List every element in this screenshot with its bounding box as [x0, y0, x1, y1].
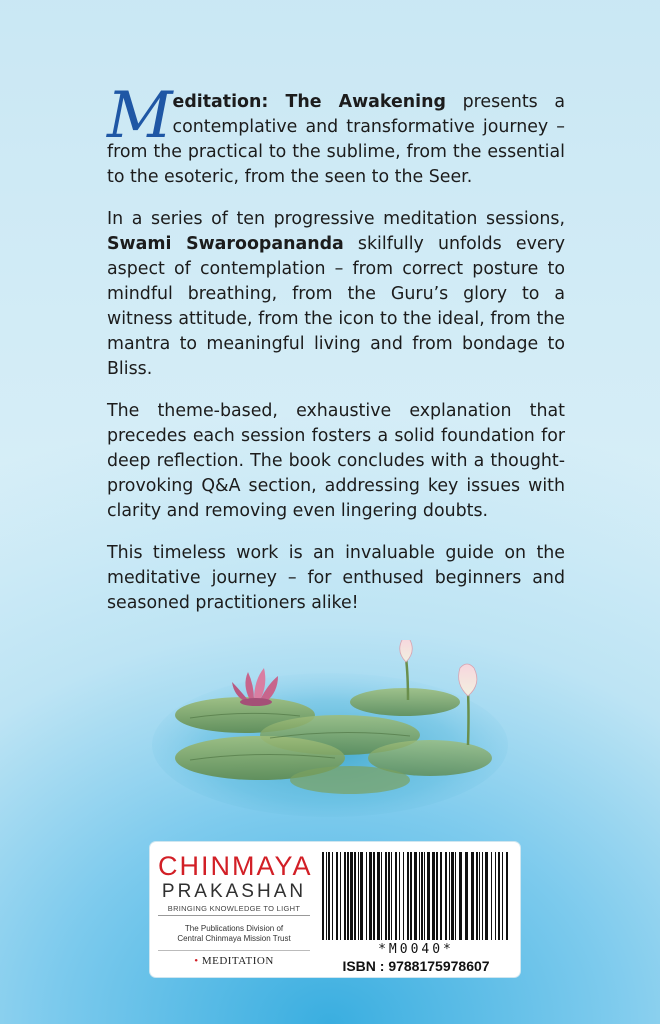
barcode-bar	[436, 852, 438, 940]
barcode-bar	[471, 852, 474, 940]
barcode-bar	[399, 852, 400, 940]
author-name: Swami Swaroopananda	[107, 234, 344, 254]
isbn-number: ISBN : 9788175978607	[342, 958, 490, 974]
division-line1: The Publications Division of	[184, 924, 284, 933]
barcode-bar	[427, 852, 430, 940]
publisher-block	[158, 850, 313, 967]
barcode-bar	[347, 852, 349, 940]
barcode-bar	[459, 852, 462, 940]
p1-rest: presents a contemplative and transformative journey – from the practical to the sublime, from the essential to the esoteric, from the seen to the Seer.	[107, 92, 565, 187]
barcode-bar	[381, 852, 382, 940]
publisher-tagline: BRINGING KNOWLEDGE TO LIGHT	[158, 904, 310, 916]
blurb-paragraph-3: The theme-based, exhaustive explanation that precedes each session fosters a solid foundation for deep reflection. The book concludes with a thought-provoking Q&A section, addressing key issues with clarity and removing even lingering doubts.	[107, 401, 565, 521]
barcode-bar	[445, 852, 447, 940]
barcode-bar	[485, 852, 488, 940]
p2-start: In a series of ten progressive meditation sessions,	[107, 209, 565, 229]
barcode-bar	[391, 852, 392, 940]
barcode-bar	[491, 852, 492, 940]
barcode-bar	[482, 852, 483, 940]
blurb-paragraph-4: This timeless work is an invaluable guide on the meditative journey – for enthused beginners and seasoned practitioners alike!	[107, 543, 565, 613]
barcode-bar	[498, 852, 500, 940]
barcode-image	[320, 850, 512, 942]
barcode-bar	[395, 852, 397, 940]
barcode-bar	[465, 852, 468, 940]
blurb-paragraph-2	[107, 207, 565, 382]
barcode-bar	[332, 852, 333, 940]
lotus-pond-illustration	[150, 640, 510, 820]
barcode-bar	[369, 852, 372, 940]
book-category	[158, 950, 310, 967]
publisher-division	[158, 924, 310, 944]
barcode-bar	[506, 852, 508, 940]
barcode-bar	[322, 852, 324, 940]
blurb-text	[107, 79, 565, 633]
barcode-bar	[328, 852, 330, 940]
barcode-bar	[407, 852, 409, 940]
division-line2: Central Chinmaya Mission Trust	[177, 934, 291, 943]
barcode-bar	[479, 852, 480, 940]
barcode-code-text: *M0040*	[320, 942, 512, 957]
barcode-bar	[495, 852, 496, 940]
barcode-bar	[336, 852, 338, 940]
lily-pad	[350, 688, 460, 716]
barcode-bar	[449, 852, 450, 940]
publisher-label	[150, 842, 520, 977]
barcode-bar	[340, 852, 341, 940]
drop-cap: M	[107, 79, 171, 153]
publisher-name-line2: PRAKASHAN	[161, 881, 307, 902]
barcode-block	[320, 850, 512, 974]
barcode-bar	[358, 852, 359, 940]
barcode-bar	[476, 852, 478, 940]
barcode-bar	[366, 852, 367, 940]
category-label: MEDITATION	[201, 955, 274, 967]
barcode-bar	[502, 852, 503, 940]
blurb-paragraph-1	[107, 79, 565, 190]
barcode-bar	[354, 852, 356, 940]
barcode-bar	[455, 852, 456, 940]
barcode-bar	[414, 852, 417, 940]
barcode-bar	[419, 852, 420, 940]
barcode-bar	[350, 852, 353, 940]
barcode-bar	[424, 852, 425, 940]
publisher-name-line1: CHINMAYA	[158, 851, 313, 881]
lily-pad	[290, 766, 410, 794]
barcode-bar	[360, 852, 363, 940]
barcode-bar	[377, 852, 380, 940]
barcode-bar	[421, 852, 423, 940]
barcode-bar	[385, 852, 387, 940]
barcode-bar	[326, 852, 327, 940]
barcode-bar	[432, 852, 435, 940]
barcode-bar	[410, 852, 412, 940]
barcode-bar	[388, 852, 390, 940]
barcode-bar	[344, 852, 346, 940]
p2-rest: skilfully unfolds every aspect of contemplation – from correct posture to mindful breathing, from the Guru’s glory to a witness attitude, from the icon to the ideal, from the mantra to meaningful living and from bondage to Bliss.	[107, 234, 565, 379]
barcode-bar	[403, 852, 404, 940]
barcode-bar	[440, 852, 442, 940]
barcode-bar	[373, 852, 375, 940]
bullet-icon: •	[194, 955, 199, 967]
barcode-bar	[451, 852, 454, 940]
book-title: editation: The Awakening	[172, 92, 446, 112]
